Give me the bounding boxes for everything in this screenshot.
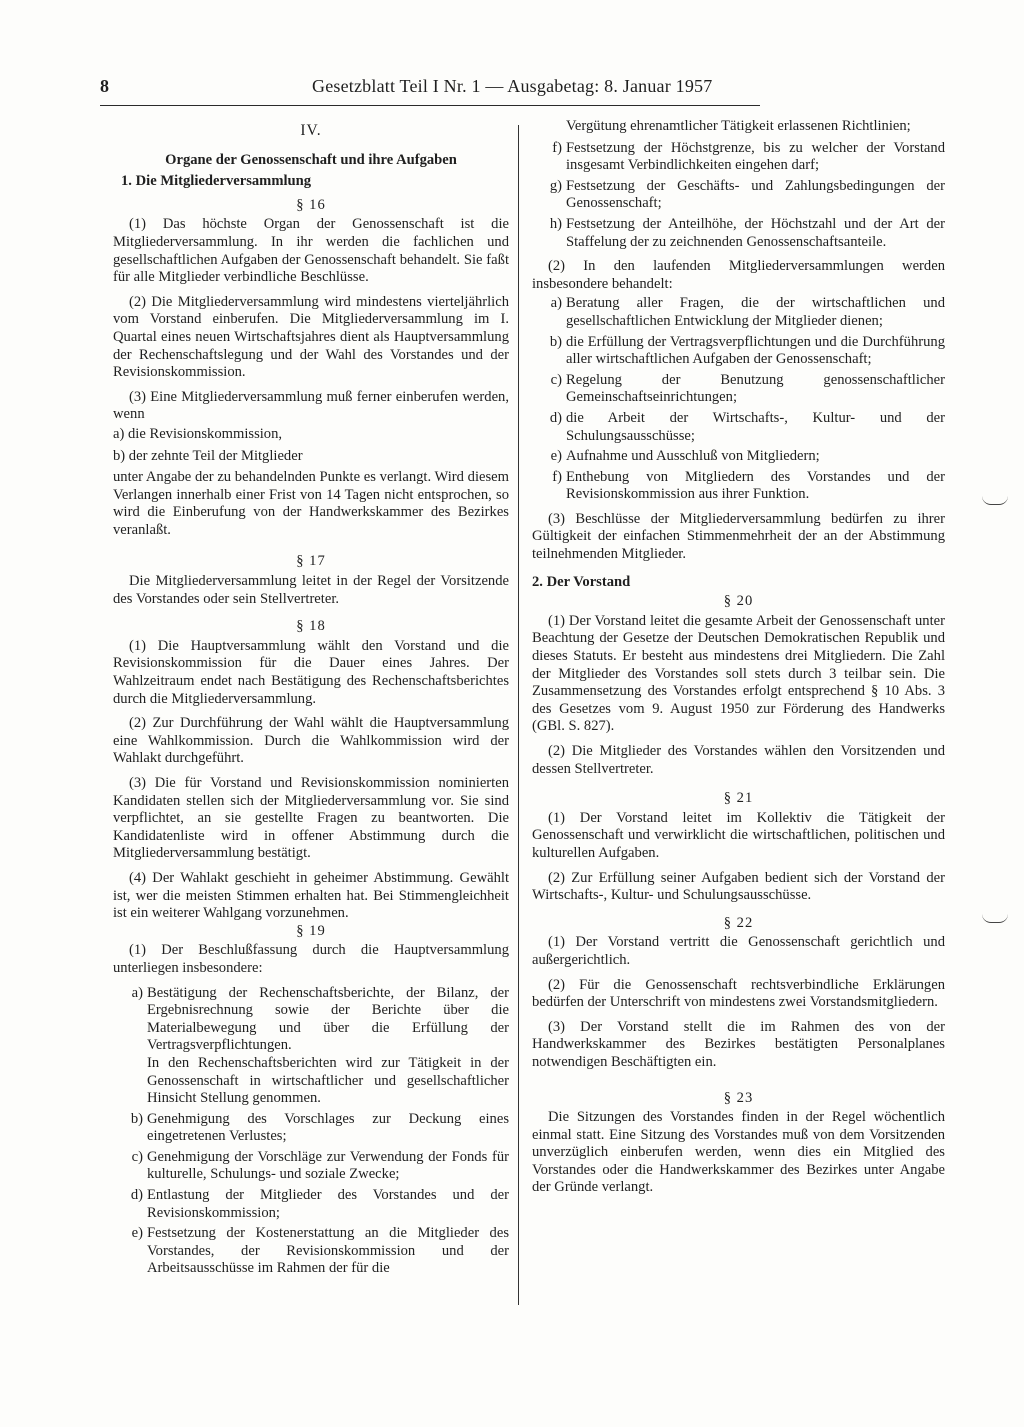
list-item bbox=[532, 372, 945, 407]
margin-mark bbox=[982, 496, 1008, 505]
list-item bbox=[532, 410, 945, 445]
section-roman-numeral: IV. bbox=[300, 122, 322, 139]
paragraph-23-title: § 23 bbox=[723, 1089, 754, 1106]
list-item-text: Beratung aller Fragen, die der wirtschaftlichen und gesellschaftlichen Entwicklung der Mitglieder dienen; bbox=[566, 295, 945, 329]
paragraph-22-title: § 22 bbox=[723, 914, 754, 931]
paragraph-16-1: (1) Das höchste Organ der Genossenschaft ist die Mitgliederversammlung. In ihr werden die fachlichen und gesellschaftlichen Aufgaben der Genossenschaft behandelt. Sie faßt für alle Mitglieder verbindliche Beschlüsse. bbox=[113, 216, 509, 286]
paragraph-16-2: (2) Die Mitgliederversammlung wird mindestens vierteljährlich vom Vorstand einberufen. Die Mitgliederversammlung im I. Quartal eines neuen Wirtschaftsjahres dient als Hauptversammlung der Rechenschaftslegung und der Wahl des Vorstandes und der Revisionskommission. bbox=[113, 293, 509, 381]
paragraph-18-2: (2) Zur Durchführung der Wahl wählt die Hauptversammlung eine Wahlkommission. Durch die Wahlkommission wird der Wahlakt durchgeführt. bbox=[113, 715, 509, 767]
paragraph-20-title: § 20 bbox=[723, 593, 754, 610]
running-title: Gesetzblatt Teil I Nr. 1 — Ausgabetag: 8. Januar 1957 bbox=[312, 76, 713, 96]
list-item-text: die Arbeit der Wirtschafts-, Kultur- und der Schulungsausschüsse; bbox=[566, 409, 945, 444]
paragraph-19-2: (2) In den laufenden Mitgliederversammlungen werden insbesondere behandelt: bbox=[532, 258, 945, 292]
list-marker: c) bbox=[550, 371, 562, 388]
list-item bbox=[113, 1111, 509, 1146]
list-marker: d) bbox=[130, 1187, 143, 1204]
paragraph-20-1: (1) Der Vorstand leitet die gesamte Arbeit der Genossenschaft unter Beachtung der Gesetze der Deutschen Demokratischen Republik und dieses Statuts. Er besteht aus mindestens drei Mitgliedern. Die Zahl der Mitglieder des Vorstandes soll stets durch 3 teilbar sein. Die Zusammensetzung des Vorstandes erfolgt entsprechend § 10 Abs. 3 des Gesetzes vom 9. August 1950 zur Förderung des Handwerks (GBl. S. 827). bbox=[532, 612, 945, 735]
list-item-e-continuation: Vergütung ehrenamtlicher Tätigkeit erlassenen Richtlinien; bbox=[566, 118, 911, 134]
paragraph-21-title: § 21 bbox=[723, 790, 754, 807]
paragraph-17-1: Die Mitgliederversammlung leitet in der Regel der Vorsitzende des Vorstandes oder sein Stellvertreter. bbox=[113, 573, 509, 607]
paragraph-18-title: § 18 bbox=[296, 618, 326, 635]
list-marker: b) bbox=[549, 333, 562, 350]
paragraph-23-1: Die Sitzungen des Vorstandes finden in der Regel wöchentlich einmal statt. Eine Sitzung des Vorstandes muß von dem Vorsitzenden unverzüglich einberufen werden, wenn dies ein Mitglied des Vorstandes oder die Handwerkskammer des Bezirkes unter Angabe der Gründe verlangt. bbox=[532, 1109, 945, 1196]
list-item bbox=[113, 1225, 509, 1278]
list-item bbox=[532, 469, 945, 504]
header-rule bbox=[100, 105, 760, 106]
paragraph-19-1: (1) Der Beschlußfassung durch die Hauptversammlung unterliegen insbesondere: bbox=[113, 942, 509, 976]
list-item bbox=[113, 985, 509, 1108]
list-item-text: Regelung der Benutzung genossenschaftlicher Gemeinschaftseinrichtungen; bbox=[566, 371, 945, 406]
list-marker: c) bbox=[131, 1148, 143, 1165]
list-item bbox=[113, 1187, 509, 1222]
paragraph-19-1-list bbox=[113, 985, 509, 1279]
paragraph-20-2: (2) Die Mitglieder des Vorstandes wählen den Vorsitzenden und dessen Stellvertreter. bbox=[532, 743, 945, 777]
paragraph-16-3-continuation: unter Angabe der zu behandelnden Punkte es verlangt. Wird diesem Verlangen innerhalb einer Frist von 14 Tagen nicht entsprochen, so wird die Einberufung von der Handwerkskammer des Bezirkes veranlaßt. bbox=[113, 469, 509, 538]
page-number: 8 bbox=[100, 76, 109, 96]
paragraph-19-2-list bbox=[532, 295, 945, 504]
list-item bbox=[532, 178, 945, 213]
paragraph-16-3: (3) Eine Mitgliederversammlung muß ferner einberufen werden, wenn bbox=[113, 388, 509, 423]
paragraph-19-1-list-continued bbox=[532, 140, 945, 252]
list-item bbox=[532, 216, 945, 251]
list-item bbox=[532, 295, 945, 330]
list-item-text: Bestätigung der Rechenschaftsberichte, der Bilanz, der Ergebnisrechnung sowie der Berichte über die Materialbewegung und über die Erfüllung der Vertragsverpflichtungen. bbox=[147, 984, 509, 1054]
list-marker: e) bbox=[550, 448, 562, 465]
paragraph-16-3-a: a) die Revisionskommission, bbox=[113, 425, 283, 442]
list-marker: a) bbox=[550, 295, 562, 312]
list-marker: h) bbox=[549, 215, 562, 232]
list-marker: f) bbox=[552, 139, 562, 156]
list-marker: e) bbox=[131, 1225, 143, 1242]
list-item-note: In den Rechenschaftsberichten wird zur Tätigkeit in der Genossenschaft in wirtschaftlicher und gesellschaftlicher Hinsicht Stellung genommen. bbox=[147, 1054, 509, 1107]
paragraph-16-title: § 16 bbox=[296, 196, 326, 213]
list-item-text: Genehmigung des Vorschlages zur Deckung eines eingetretenen Verlustes; bbox=[147, 1110, 509, 1145]
list-item bbox=[532, 140, 945, 175]
list-marker: d) bbox=[549, 409, 562, 426]
margin-mark bbox=[982, 914, 1008, 923]
list-item-text: Aufnahme und Ausschluß von Mitgliedern; bbox=[566, 448, 820, 465]
paragraph-19-title: § 19 bbox=[296, 922, 326, 939]
list-item-text: Enthebung von Mitgliedern des Vorstandes und der Revisionskommission aus ihrer Funktion. bbox=[566, 468, 945, 503]
list-item-text: Genehmigung der Vorschläge zur Verwendung der Fonds für kulturelle, Schulungs- und soziale Zwecke; bbox=[147, 1148, 509, 1183]
column-divider bbox=[518, 125, 519, 1305]
list-marker: f) bbox=[552, 468, 562, 485]
list-item-text: Festsetzung der Geschäfts- und Zahlungsbedingungen der Genossenschaft; bbox=[566, 177, 945, 212]
list-marker: g) bbox=[549, 177, 562, 194]
list-item bbox=[532, 448, 945, 466]
paragraph-17-title: § 17 bbox=[296, 553, 326, 570]
paragraph-22-2: (2) Für die Genossenschaft rechtsverbindliche Erklärungen bedürfen der Unterschrift von mindestens zwei Vorstandsmitgliedern. bbox=[532, 976, 945, 1011]
page-header bbox=[100, 76, 940, 106]
chapter-title: Organe der Genossenschaft und ihre Aufgaben bbox=[165, 151, 457, 168]
list-marker: b) bbox=[130, 1110, 143, 1127]
list-item-text: Festsetzung der Höchstgrenze, bis zu welcher der Vorstand insgesamt Verbindlichkeiten eingehen darf; bbox=[566, 139, 945, 174]
paragraph-21-2: (2) Zur Erfüllung seiner Aufgaben bedient sich der Vorstand der Wirtschafts-, Kultur- und Schulungsausschüsse. bbox=[532, 869, 945, 904]
paragraph-18-3: (3) Die für Vorstand und Revisionskommission nominierten Kandidaten stellen sich der Mitgliederversammlung vor. Sie sind verpflichtet, an sie gestellte Fragen zu beantworten. Die Kandidatenliste wird in offener Abstimmung durch die Mitgliederversammlung bestätigt. bbox=[113, 775, 509, 862]
paragraph-22-3: (3) Der Vorstand stellt die im Rahmen des von der Handwerkskammer des Bezirkes bestätigten Personalplanes notwendigen Beschäftigten ein. bbox=[532, 1018, 945, 1070]
paragraph-16-3-b: b) der zehnte Teil der Mitglieder bbox=[113, 447, 303, 464]
list-item bbox=[113, 1149, 509, 1184]
left-column bbox=[113, 118, 509, 1285]
paragraph-19-3: (3) Beschlüsse der Mitgliederversammlung bedürfen zu ihrer Gültigkeit der einfachen Stimmenmehrheit der an der Abstimmung teilnehmenden Mitglieder. bbox=[532, 510, 945, 563]
list-item-text: Festsetzung der Anteilhöhe, der Höchstzahl und der Art der Staffelung der zu zeichnenden Genossenschaftsanteile. bbox=[566, 215, 945, 250]
list-item-text: Festsetzung der Kostenerstattung an die Mitglieder des Vorstandes, der Revisionskommission und der Arbeitsausschüsse im Rahmen der für die bbox=[147, 1225, 509, 1277]
paragraph-21-1: (1) Der Vorstand leitet im Kollektiv die Tätigkeit der Genossenschaft und verwirklicht die wirtschaftlichen, politischen und kulturellen Aufgaben. bbox=[532, 809, 945, 861]
subsection-title-mitgliederversammlung: 1. Die Mitgliederversammlung bbox=[121, 173, 312, 190]
list-item-text: die Erfüllung der Vertragsverpflichtungen und die Durchführung aller wirtschaftlichen Aufgaben der Genossenschaft; bbox=[566, 333, 945, 368]
paragraph-18-4: (4) Der Wahlakt geschieht in geheimer Abstimmung. Gewählt ist, wer die meisten Stimmen erhalten hat. Bei Stimmengleichheit ist ein weiterer Wahlgang vorzunehmen. bbox=[113, 869, 509, 922]
right-column bbox=[532, 118, 945, 1204]
list-marker: a) bbox=[131, 984, 143, 1001]
subsection-title-vorstand: 2. Der Vorstand bbox=[532, 573, 631, 590]
paragraph-22-1: (1) Der Vorstand vertritt die Genossenschaft gerichtlich und außergerichtlich. bbox=[532, 934, 945, 968]
list-item-text: Entlastung der Mitglieder des Vorstandes und der Revisionskommission; bbox=[147, 1187, 509, 1221]
list-item bbox=[532, 334, 945, 369]
paragraph-18-1: (1) Die Hauptversammlung wählt den Vorstand und die Revisionskommission für die Dauer eines Jahres. Der Wahlzeitraum endet nach Bestätigung des Rechenschaftsberichtes durch die Mitgliederversammlung. bbox=[113, 637, 509, 707]
